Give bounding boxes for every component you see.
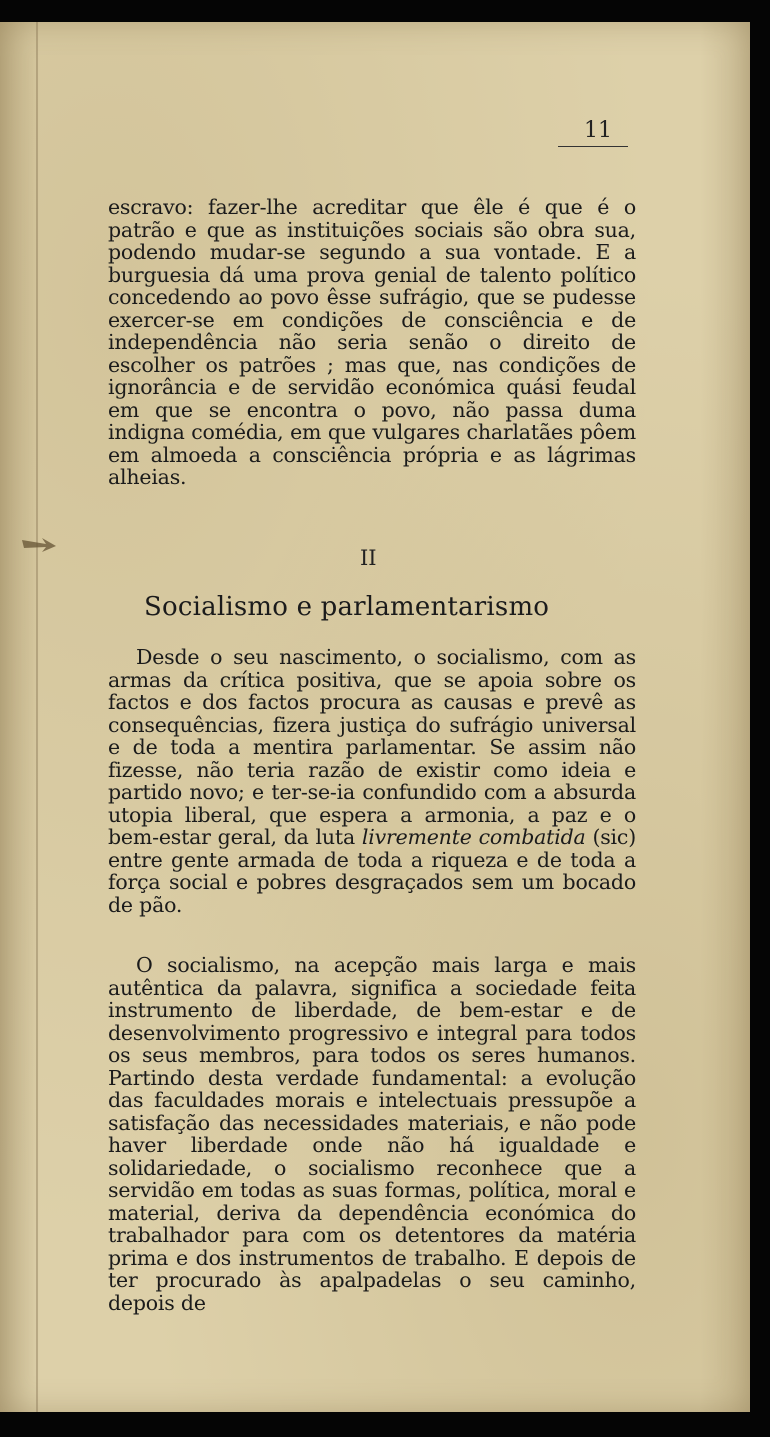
paragraph-1: escravo: fazer-lhe acreditar que êle é que é o patrão e que as instituições sociais são obra sua, podendo mudar-se segundo a sua vontade. E a burguesia dá uma prova genial de talento político concedendo ao povo êsse sufrágio, que se pudesse exercer-se em condições de consciência e de independência não seria senão o direito de escolher os patrões ; mas que, nas condições de ignorância e de servidão económica quási feudal em que se encontra o povo, não passa duma indigna comédia, em que vulgares charlatães pôem em almoeda a consciência própria e as lágrimas alheias.	[108, 195, 636, 489]
paragraph-2-text: Desde o seu nascimento, o socialismo, com as armas da crítica positiva, que se apoia sobre os factos e dos factos procura as causas e prevê as consequências, fizera justiça do sufrágio universal e de toda a mentira parlamentar. Se assim não fizesse, não teria razão de existir como ideia e partido novo; e ter-se-ia confundido com a absurda utopia liberal, que espera a armonia, a paz e o bem-estar geral, da luta	[108, 645, 636, 849]
margin-mark-icon	[20, 532, 60, 558]
book-page	[0, 22, 750, 1412]
paragraph-3: O socialismo, na acepção mais larga e mais autêntica da palavra, significa a sociedade feita instrumento de liberdade, de bem-estar e de desenvolvimento progressivo e integral para todos os seus membros, para todos os seres humanos. Partindo desta verdade fundamental: a evolução das faculdades morais e intelectuais pressupõe a satisfação das necessidades materiais, e não pode haver liberdade onde não há igualdade e solidariedade, o socialismo reconhece que a servidão em todas as suas formas, política, moral e material, deriva da dependência económica do trabalhador para com os detentores da matéria prima e dos instrumentos de trabalho. E depois de ter procurado às apalpadelas o seu caminho, depois de	[108, 953, 636, 1315]
section-numeral: II	[360, 546, 377, 570]
page-number: 11	[584, 118, 612, 143]
paragraph-2	[108, 646, 636, 916]
section-title: Socialismo e parlamentarismo	[144, 592, 550, 622]
page-number-rule	[558, 146, 628, 147]
paragraph-2-text-end: (sic) entre gente armada de toda a riqueza e de toda a força social e pobres desgraçados sem um bocado de pão.	[108, 825, 636, 917]
paragraph-2-italic: livremente combatida	[361, 825, 586, 849]
